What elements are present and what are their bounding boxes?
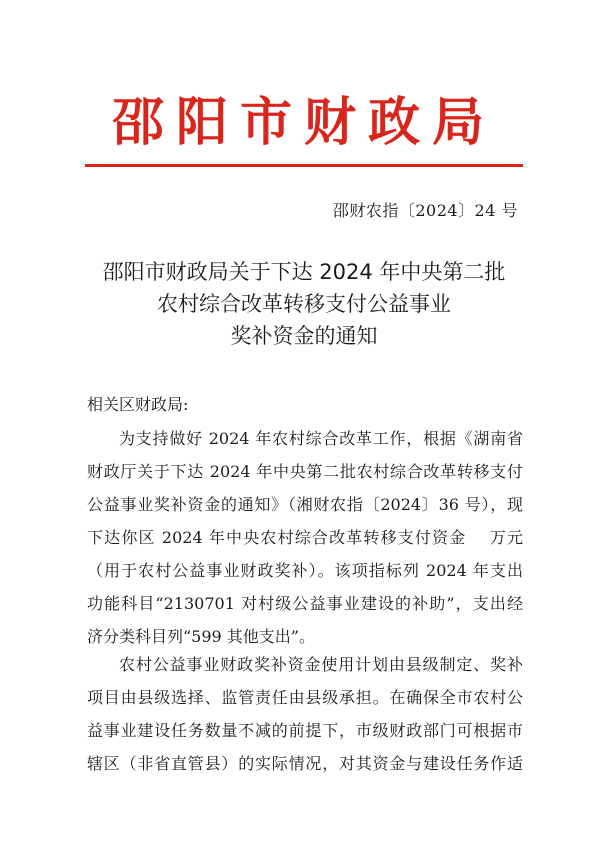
paragraph-line: 济分类科目列“599 其他支出”。	[87, 627, 315, 646]
paragraph-line: 功能科目“2130701 对村级公益事业建设的补助”，支出经	[87, 594, 523, 613]
document-title	[60, 256, 548, 352]
document-number: 邵财农指〔2024〕24 号	[332, 201, 518, 220]
paragraph-line: 益事业建设任务数量不减的前提下，市级财政部门可根据市	[87, 721, 523, 740]
paragraph-line: 农村公益事业财政奖补资金使用计划由县级制定、奖补	[119, 655, 523, 674]
paragraph-line: 辖区（非省直管县）的实际情况，对其资金与建设任务作适	[87, 754, 523, 773]
agency-header-title: 邵阳市财政局	[111, 92, 496, 153]
title-line: 奖补资金的通知	[230, 324, 378, 348]
body-paragraph-1	[87, 422, 523, 653]
paragraph-line: 下达你区 2024 年中央农村综合改革转移支付资金 万元	[87, 528, 523, 547]
title-line: 邵阳市财政局关于下达 2024 年中央第二批	[102, 260, 506, 284]
paragraph-line: 项目由县级选择、监管责任由县级承担。在确保全市农村公	[87, 688, 523, 707]
body-paragraph-2	[87, 648, 523, 780]
paragraph-line: （用于农村公益事业财政奖补）。该项指标列 2024 年支出	[87, 561, 523, 580]
paragraph-line: 为支持做好 2024 年农村综合改革工作，根据《湖南省	[119, 429, 523, 448]
title-line: 农村综合改革转移支付公益事业	[157, 292, 451, 316]
red-divider-line	[85, 164, 523, 167]
paragraph-line: 财政厅关于下达 2024 年中央第二批农村综合改革转移支付	[87, 462, 523, 481]
salutation: 相关区财政局:	[87, 395, 189, 414]
paragraph-line: 公益事业奖补资金的通知》（湘财农指〔2024〕36 号），现	[87, 495, 523, 514]
